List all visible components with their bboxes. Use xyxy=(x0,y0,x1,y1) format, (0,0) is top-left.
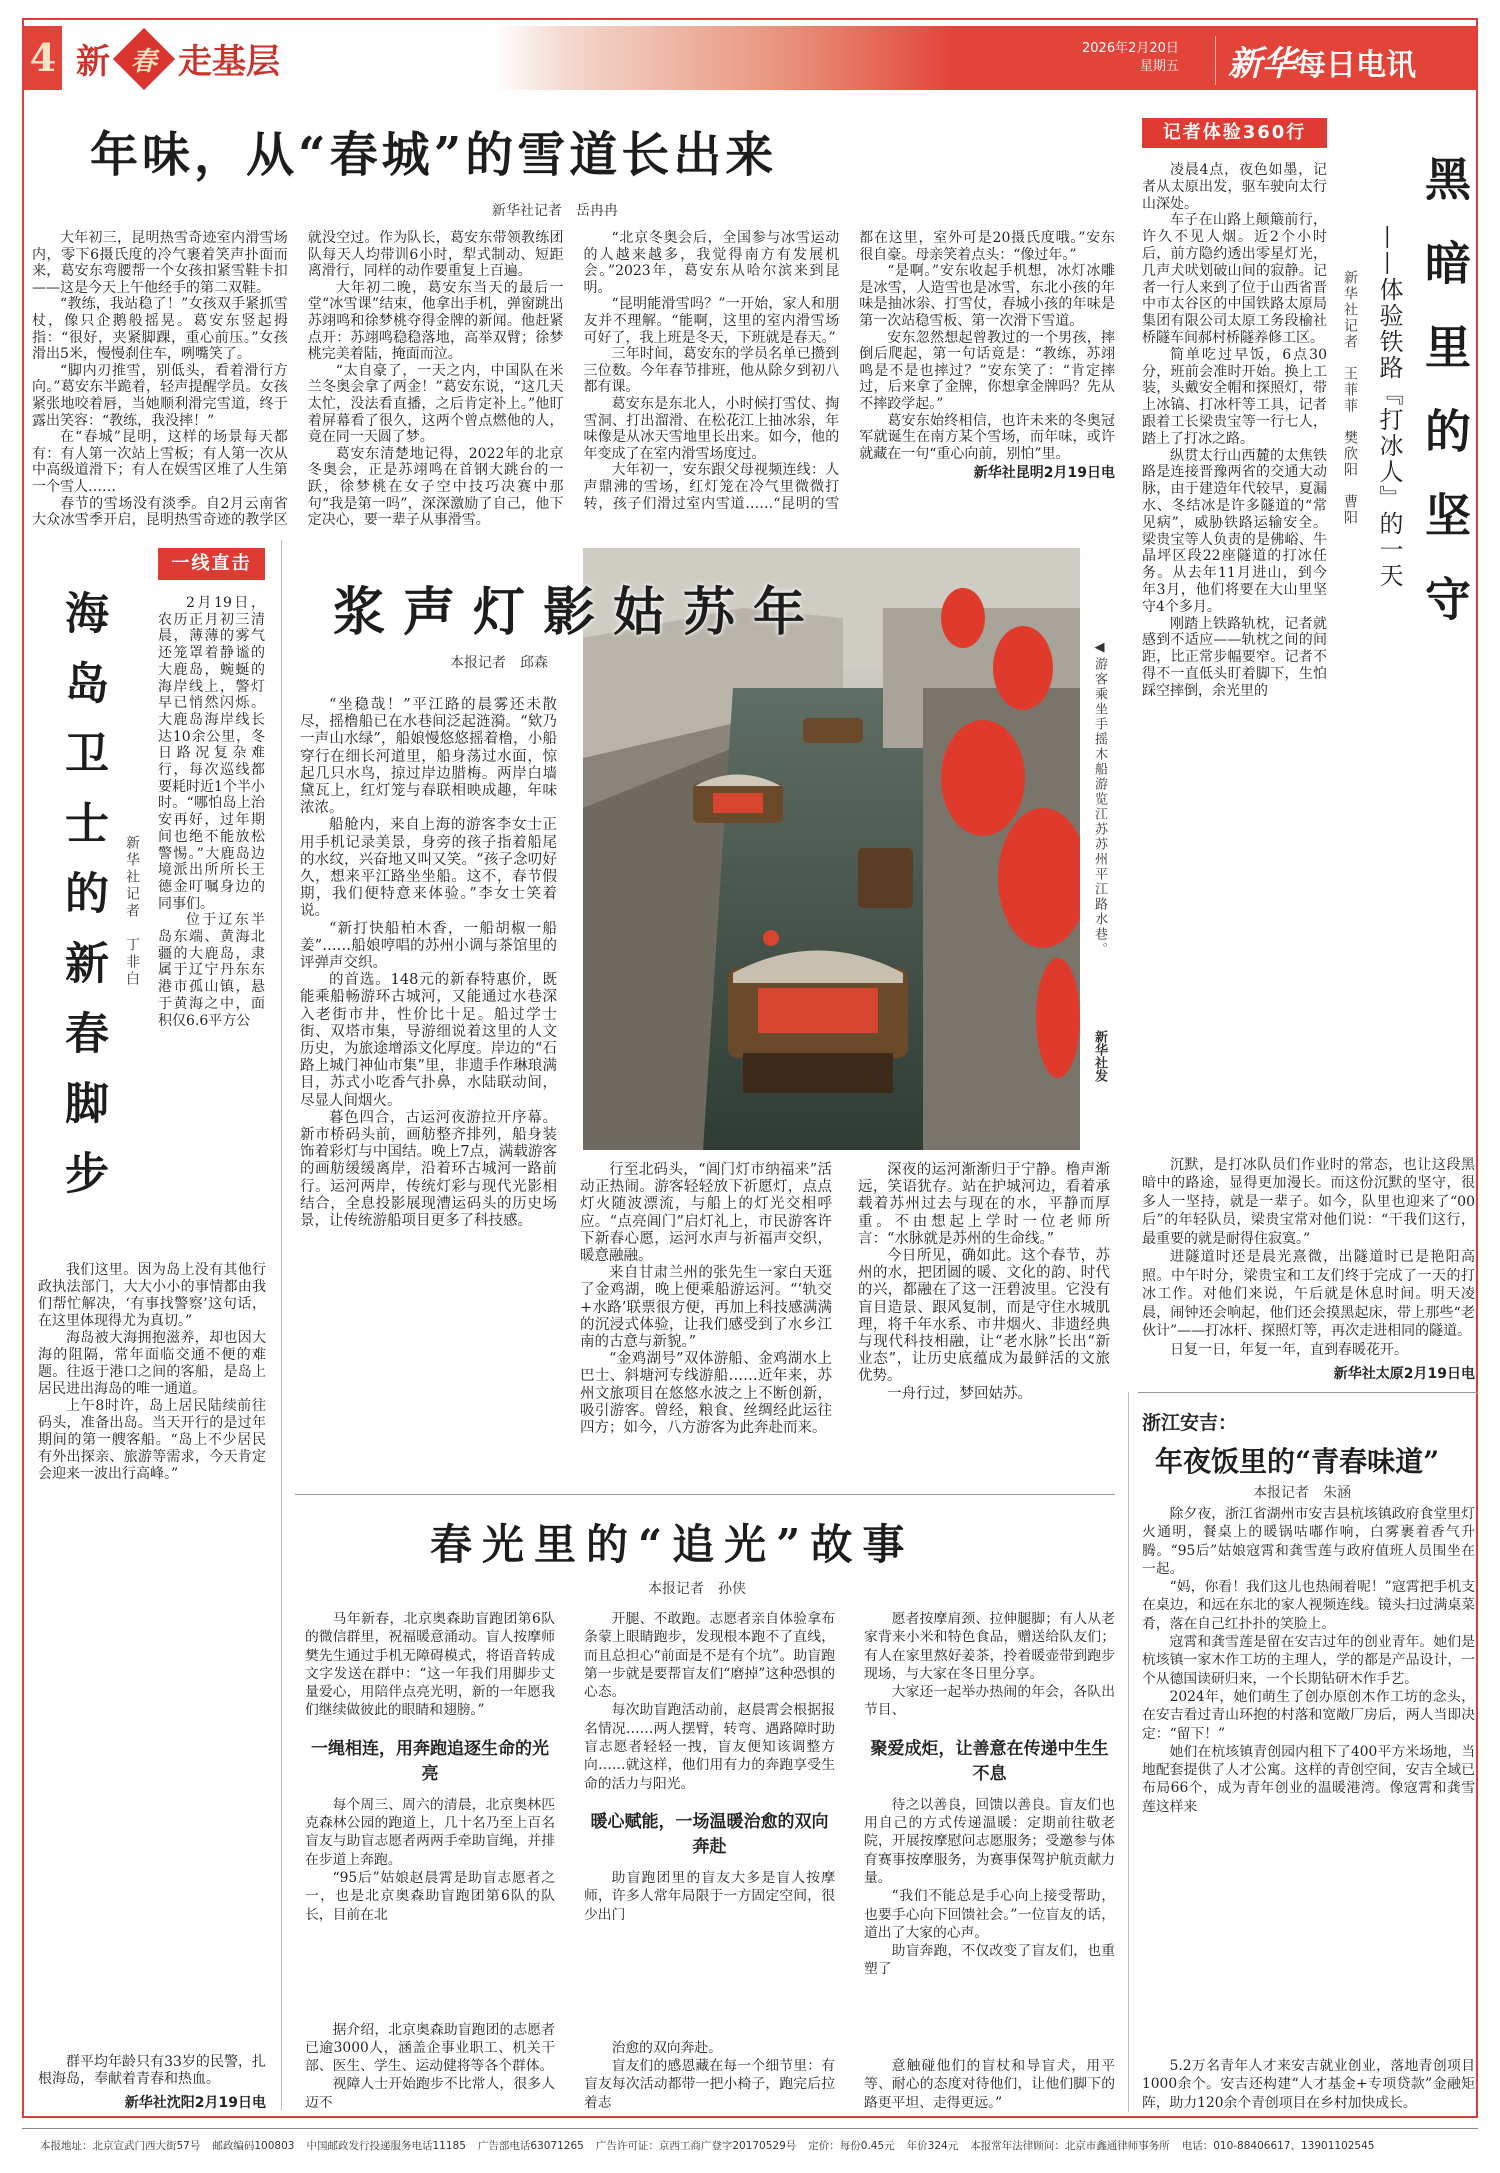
run-col2-paras xyxy=(584,1610,835,1793)
paragraph: 暮色四合，古运河夜游拉开序幕。新市桥码头前，画舫整齐排列，船身装饰着彩灯与中国结。晚上7点，满载游客的画舫缓缓离岸，沿着环古城河一路前行。运河两岸，传统灯彩与现代光影相结合，全息投影展现漕运码头的历史场景，让传统游船项目更多了科技感。 xyxy=(300,1109,557,1230)
section-word-2: 春 xyxy=(130,45,158,76)
byline-island: 新华社记者 丁非白 xyxy=(124,835,140,988)
paragraph: 开腿、不敢跑。志愿者亲自体验拿布条蒙上眼睛跑步，发现根本跑不了直线，而且总担心“前面是不是有个坑”。助盲跑第一步就是要帮盲友们“磨掉”这种恐惧的心态。 xyxy=(584,1611,835,1701)
footer-item: 本报地址：北京宣武门西大街57号 xyxy=(40,2140,201,2152)
byline-run: 本报记者 孙侠 xyxy=(648,1581,746,1597)
footer-item: 定价：每份0.45元 xyxy=(808,2140,895,2152)
photo-credit: 新华社发 xyxy=(1092,1030,1107,1082)
newspaper-logo xyxy=(1215,36,1416,85)
page-number: 4 xyxy=(24,26,62,90)
paragraph: 愿者按摩肩颈、拉伸腿脚；有人从老家背来小米和特色食品，赠送给队友们；有人在家里熬好姜茶，拎着暖壶带到跑步现场，与大家在冬日里分享。 xyxy=(864,1611,1115,1682)
headline-rail: 黑暗里的坚守 xyxy=(1418,155,1472,659)
paragraph: 沉默，是打冰队员们作业时的常态，也让这段黑暗中的路途，显得更加漫长。而这份沉默的坚守，很多人一坚持，就是一辈子。如今，队里也迎来了“00后”的年轻队员，梁贵宝常对他们说：“干我们这行，最重要的就是耐得住寂寞。” xyxy=(1142,1156,1475,1247)
paragraph: “我们不能总是手心向上接受帮助，也要手心向下回馈社会。”一位盲友的话，道出了大家的心声。 xyxy=(864,1888,1115,1941)
paragraph: 5.2万名青年人才来安吉就业创业，落地青创项目1000余个。安吉还构建“人才基金+专项贷款”金融矩阵，助力120余个青创项目在乡村加快成长。 xyxy=(1142,2058,1475,2111)
rail-end-paragraphs xyxy=(1142,1156,1475,1360)
dateline-snow: 新华社昆明2月19日电 xyxy=(973,465,1115,482)
subhead-torch: 聚爱成炬，让善意在传递中生生不息 xyxy=(870,1738,1109,1784)
article-run-col2-end xyxy=(584,2039,835,2112)
footer-item: 本报常年法律顾问：北京市鑫通律师事务所 xyxy=(970,2140,1170,2152)
paragraph: 治愈的双向奔赴。 xyxy=(611,2039,722,2056)
paragraph: 葛安东清楚地记得，2022年的北京冬奥会，正是苏翊鸣在首钢大跳台的一跃，徐梦桃在女子空中技巧决赛中那句“我是第一吗”，深深激励了自己，他下定决心，要一辈子从事滑雪。 xyxy=(307,445,564,529)
paragraph: 大家还一起举办热闹的年会，各队出节目、 xyxy=(864,1684,1115,1719)
weekday-text: 星期五 xyxy=(1139,59,1179,74)
article-rail-body-end xyxy=(1142,1156,1475,1384)
paragraph: 据介绍，北京奥森助盲跑团的志愿者已逾3000人，涵盖企事业职工、机关干部、医生、学生、运动健将等各个群体。 xyxy=(305,2021,555,2075)
section-word-3: 走基层 xyxy=(178,42,280,82)
paragraph: 视障人士开始跑步不比常人，很多人迈不 xyxy=(305,2076,555,2111)
footer-item: 邮政编码100803 xyxy=(212,2140,295,2152)
paragraph: “金鸡湖号”双体游船、金鸡湖水上巴士、斜塘河专线游船……近年来，苏州文旅项目在悠悠水波之上不断创新，吸引游客。曾经，粮食、丝绸经此运往四方；如今，八方游客为此奔赴而来。 xyxy=(580,1351,832,1437)
paragraph: 待之以善良，回馈以善良。盲友们也用自己的方式传递温暖：定期前往敬老院，开展按摩慰问志愿服务；受邀参与体育赛事按摩服务，为赛事保驾护航贡献力量。 xyxy=(864,1796,1115,1886)
divider xyxy=(1138,1392,1478,1393)
footer-item: 中国邮政发行投递服务电话11185 xyxy=(306,2140,466,2152)
paragraph: 每个周三、周六的清晨，北京奥林匹克森林公园的跑道上，几十名乃至上百名盲友与助盲志愿者两两手牵助盲绳，并排在步道上奔跑。 xyxy=(305,1796,555,1868)
island-end-paragraphs xyxy=(38,2054,266,2088)
column-rule xyxy=(281,540,282,2110)
article-suzhou-body-bottom xyxy=(580,1162,1110,1437)
paragraph: “妈，你看！我们这儿也热闹着呢！”寇霄把手机支在桌边，和远在东北的家人视频连线。镜头扫过满桌菜肴，落在自己红扑扑的笑脸上。 xyxy=(1142,1579,1475,1632)
headline-anji: 年夜饭里的“青春味道” xyxy=(1155,1445,1440,1478)
paragraph: 简单吃过早饭，6点30分，班前会准时开始。换上工装，头戴安全帽和探照灯，带上冰镐、打冰杆等工具，记者跟着工长梁贵宝等一行七人，踏上了打冰之路。 xyxy=(1142,346,1327,447)
paragraph: “坐稳哉！”平江路的晨雾还未散尽，摇橹船已在水巷间泛起涟漪。“欸乃一声山水绿”，船娘慢悠悠摇着橹，小船穿行在细长河道里，船身荡过水面，惊起几只水鸟，掠过岸边腊梅。两岸白墙黛瓦上，红灯笼与春联相映成趣，年味浓浓。 xyxy=(300,697,557,817)
footer-item: 年价324元 xyxy=(906,2140,959,2152)
paragraph: 盲友们的感恩藏在每一个细节里：有盲友每次活动都带一把小椅子，跑完后拉着志 xyxy=(584,2058,835,2111)
paragraph: 船舱内，来自上海的游客李女士正用手机记录美景，身旁的孩子指着船尾的水纹，兴奋地又叫又笑。“孩子念叨好久，想来平江路坐坐船。这不，春节假期，我们便特意来体验。”李女士笑着说。 xyxy=(300,817,557,920)
paragraph: 海岛被大海拥抱滋养，却也因大海的阻隔，常年面临交通不便的难题。往返于港口之间的客船，是岛上居民进出海岛的唯一通道。 xyxy=(38,1330,266,1397)
article-run-col3 xyxy=(864,1610,1115,1979)
byline-anji: 本报记者 朱涵 xyxy=(1253,1485,1351,1501)
byline-suzhou: 本报记者 邱森 xyxy=(450,655,548,671)
footer-item: 广告许可证：京西工商广登字20170529号 xyxy=(595,2140,797,2152)
subhead-warmth: 暖心赋能，一场温暖治愈的双向奔赴 xyxy=(590,1811,829,1857)
paragraph: 2024年，她们萌生了创办原创木作工坊的念头，在安吉看过青山环抱的村落和宽敞厂房后，两人当即决定：“留下！” xyxy=(1142,1688,1475,1742)
logo-script: 新华 xyxy=(1228,44,1296,84)
subhead-rope: 一绳相连，用奔跑追逐生命的光亮 xyxy=(311,1738,549,1784)
paragraph: 日复一日，年复一年，直到春暖花开。 xyxy=(1170,1341,1408,1358)
headline-snow: 年味，从“春城”的雪道长出来 xyxy=(90,127,778,183)
run-col1b-paras xyxy=(305,1796,555,1924)
paragraph: 安东忽然想起曾教过的一个男孩，摔倒后爬起，第一句话竟是：“教练，苏翊鸣是不是也摔过？”安东笑了：“肯定摔过，后来拿了金牌，你想拿金牌吗？先从不摔跤学起。” xyxy=(859,329,1115,412)
byline-snow: 新华社记者 岳冉冉 xyxy=(492,203,618,219)
article-run-col2 xyxy=(584,1610,835,1924)
paragraph: “95后”姑娘赵晨霄是助盲志愿者之一，也是北京奥森助盲跑团第6队的队长，目前在北 xyxy=(305,1869,555,1923)
logo-text: 每日电讯 xyxy=(1296,48,1416,83)
section-word-1: 新 xyxy=(76,42,110,82)
column-rule xyxy=(1128,1392,1129,2112)
paragraph: 进隧道时还是晨光熹微，出隧道时已是艳阳高照。中午时分，梁贵宝和工友们终于完成了一天的打冰工作。对他们来说，午后就是休息时间。明天凌晨，闹钟还会响起，他们还会摸黑起床，带上那些“老伙计”——打冰杆、探照灯等，再次走进相同的隧道。 xyxy=(1142,1249,1475,1339)
dateline-rail: 新华社太原2月19日电 xyxy=(1333,1366,1475,1382)
issue-date xyxy=(1082,40,1179,76)
paragraph: 葛安东是东北人，小时候打雪仗、掏雪洞、打出溜滑、在松花江上抽冰尜，年味像是从冰天雪地里长出来。如今，他的年变成了在室内滑雪场度过。 xyxy=(583,395,840,462)
divider xyxy=(295,1494,1115,1495)
paragraph: 一舟行过，梦回姑苏。 xyxy=(887,1385,1032,1402)
byline-rail: 新华社记者 王菲菲 樊欣阳 曹阳 xyxy=(1342,270,1358,526)
paragraph: “新打快船柏木香，一船胡椒一船姜”……船娘哼唱的苏州小调与茶馆里的评弹声交织。 xyxy=(300,920,557,972)
paragraph: 的首选。148元的新春特惠价，既能乘船畅游环古城河，又能通过水巷深入老街市井，性价比十足。船过学士街、双塔市集，导游细说着这里的人文历史，为旅途增添文化厚度。岸边的“石路上城门神仙市集”里，非遗手作琳琅满目，苏式小吃香气扑鼻，水陆联动间，尽显人间烟火。 xyxy=(300,972,557,1109)
suzhou-left-continued xyxy=(300,972,557,1230)
paragraph: 她们在杭垓镇青创园内租下了400平方米场地，当地配套提供了人才公寓。这样的青创空间，安吉全域已布局66个，成为青年创业的温暖港湾。像寇霄和龚雪莲这样来 xyxy=(1142,1743,1475,1815)
paragraph: 刚踏上铁路轨枕，记者就感到不适应——轨枕之间的间距，比正常步幅要窄。记者不得不一直低头盯着脚下，生怕踩空摔倒，余光里的 xyxy=(1142,615,1327,699)
paragraph: 今日所见，确如此。这个春节，苏州的水，把团圆的暖、文化的韵、时代的兴，都融在了这一汪碧波里。它没有盲目造景、跟风复制，而是守住水城肌理，将千年水系、市井烟火、非遗经典与现代科技相融，让“老水脉”长出“新业态”，让历史底蕴成为最鲜活的文旅优势。 xyxy=(858,1248,1110,1385)
paragraph: “太自豪了，一天之内，中国队在米兰冬奥会拿了两金！”葛安东说，“这几天太忙，没法看直播，之后肯定补上。”他盯着屏幕看了很久，这两个曾点燃他的人，竟在同一天圆了梦。 xyxy=(307,362,564,446)
article-run-col3-end xyxy=(864,2057,1115,2112)
section-label-360: 记者体验360行 xyxy=(1142,118,1327,148)
article-island-body-mid xyxy=(38,1262,266,1483)
article-run-col1-end xyxy=(305,2021,555,2112)
paragraph: “北京冬奥会后，全国参与冰雪运动的人越来越多，我觉得南方有发展机会。”2023年，葛安东从哈尔滨来到昆明。 xyxy=(583,230,840,296)
paragraph: 我们这里。因为岛上没有其他行政执法部门，大大小小的事情都由我们帮忙解决，‘有事找警察’这句话，在这里体现得尤为真切。” xyxy=(38,1262,266,1329)
footer-item: 广告部电话63071265 xyxy=(477,2140,584,2152)
date-text: 2026年2月20日 xyxy=(1082,41,1179,56)
run-col3b-paras xyxy=(864,1796,1115,1979)
article-anji-body xyxy=(1142,1505,1475,1816)
paragraph: 意触碰他们的盲杖和导盲犬，用平等、耐心的态度对待他们，让他们脚下的路更平坦、走得更远。” xyxy=(864,2058,1115,2111)
paragraph: “是啊。”安东收起手机想，冰灯冰雕是冰雪，人造雪也是冰雪，东北小孩的年味是抽冰尜、打雪仗，春城小孩的年味是第一次站稳雪板、第一次滑下雪道。 xyxy=(859,263,1115,329)
paragraph: 寇霄和龚雪莲是留在安吉过年的创业青年。她们是杭垓镇一家木作工坊的主理人，学的都是产品设计，一个从德国读研归来，一个长期钻研木作手艺。 xyxy=(1142,1634,1475,1687)
paragraph: “昆明能滑雪吗？”一开始，家人和朋友并不理解。“能啊，这里的室内滑雪场可好了，我上班是冬天，下班就是春天。” xyxy=(583,296,840,346)
section-label-frontline: 一线直击 xyxy=(158,548,265,580)
headline-run: 春光里的“追光”故事 xyxy=(430,1520,915,1569)
article-run-col1 xyxy=(305,1610,555,1924)
paragraph: 上午8时许，岛上居民陆续前往码头，准备出岛。当天开行的是过年期间的第一艘客船。“岛上不少居民有外出探亲、旅游等需求，今天肯定会迎来一波出行高峰。” xyxy=(38,1398,266,1482)
paragraph: 凌晨4点，夜色如墨，记者从太原出发，驱车驶向太行山深处。 xyxy=(1142,162,1327,212)
paragraph: 纵贯太行山西麓的太焦铁路是连接晋豫两省的交通大动脉，由于建造年代较早，夏漏水、冬结冰是许多隧道的“常见病”，威胁铁路运输安全。梁贵宝等人负责的是佛峪、牛晶坪区段22座隧道的打冰任务。从去年11月进山，到今年3月，他们将要在大山里坚守4个多月。 xyxy=(1142,447,1327,615)
paragraph: 位于辽东半岛东端、黄海北疆的大鹿岛，隶属于辽宁丹东东港市孤山镇，悬于黄海之中，面积仅6.6平方公 xyxy=(158,912,265,1029)
paragraph: “脚内刃推雪，别低头，看着滑行方向。”葛安东半跪着，轻声提醒学员。女孩紧张地咬着唇，当她顺利滑完雪道，终于露出笑容：“教练，我没摔！” xyxy=(32,362,288,429)
headline-island: 海岛卫士的新春脚步 xyxy=(57,590,108,1220)
footer-rule xyxy=(22,2128,1478,2129)
paragraph: 助盲奔跑，不仅改变了盲友们，也重塑了 xyxy=(864,1943,1115,1978)
paragraph: 在“春城”昆明，这样的场景每天都有：有人第一次站上雪板；有人第一次从中高级道滑下；有人在娱雪区堆了人生第一个雪人…… xyxy=(32,429,288,495)
article-anji-end xyxy=(1142,2057,1475,2112)
paragraph: 深夜的运河渐渐归于宁静。橹声渐远，笑语犹存。站在护城河边，看着承载着苏州过去与现在的水，平静而厚重。不由想起上学时一位老师所言：“水脉就是苏州的生命线。” xyxy=(858,1162,1110,1247)
paragraph: 春节的雪场没有淡季。自2月云南省大众冰雪季开启，昆明热雪奇迹的教学区就没空过。作为队长，葛安东带领教练团队每天人均带训6小时，犁式制动、短距离滑行，同样的动作要重复上百遍。 xyxy=(32,230,564,529)
paragraph: 葛安东始终相信，也许未来的冬奥冠军就诞生在南方某个雪场，而年味，或许就藏在一句“重心向前，别怕”里。 xyxy=(859,412,1115,462)
kicker-anji: 浙江安吉： xyxy=(1142,1412,1238,1434)
article-island-body-top xyxy=(158,595,265,1029)
paragraph: 车子在山路上颠簸前行，许久不见人烟。近2个小时后，前方隐约透出零星灯光，几声犬吠划破山间的寂静。记者一行人来到了位于山西省晋中市太谷区的中国铁路太原局集团有限公司太原工务段榆社桥隧车间郝村桥隧养修工区。 xyxy=(1142,212,1327,346)
paragraph: 除夕夜，浙江省湖州市安吉县杭垓镇政府食堂里灯火通明，餐桌上的暖锅咕嘟作响，白雾裹着香气升腾。“95后”姑娘寇霄和龚雪莲与政府值班人员围坐在一起。 xyxy=(1142,1506,1475,1577)
paragraph: 2月19日，农历正月初三清晨，薄薄的雾气还笼罩着静谧的大鹿岛，蜿蜒的海岸线上，警灯早已悄然闪烁。大鹿岛海岸线长达10余公里，冬日路况复杂难行，每次巡线都要耗时近1个半小时。“哪怕岛上治安再好，过年期间也绝不能放松警惕。”大鹿岛边境派出所所长王德金叮嘱身边的同事们。 xyxy=(158,595,265,912)
run-col2b-paras xyxy=(584,1869,835,1924)
suzhou-top-paragraphs xyxy=(300,697,557,972)
paragraph: 每次助盲跑活动前，赵晨霄会根据报名情况……两人摆臂，转弯、遇路障时助盲志愿者轻轻一拽，盲友便知该调整方向……就这样，他们用有力的奔跑享受生命的活力与阳光。 xyxy=(584,1702,835,1792)
section-title xyxy=(76,34,280,83)
photo-caption: ◀游客乘坐手摇木船游览江苏苏州平江路水巷。 xyxy=(1092,640,1107,957)
headline-suzhou: 浆声灯影姑苏年 xyxy=(333,582,824,643)
article-island-body-end xyxy=(38,2054,266,2112)
subtitle-rail: ——体验铁路『打冰人』的一天 xyxy=(1375,225,1403,589)
paragraph: 大年初一，安东跟父母视频连线：人声鼎沸的雪场，红灯笼在冷气里微微打转，孩子们滑过室内雪道……“昆明的雪都在这里，室外可是20摄氏度哦。”安东很自豪。母亲笑着点头：“像过年。” xyxy=(583,230,1115,512)
paragraph: “教练，我站稳了！”女孩双手紧抓雪杖，像只企鹅般摇晃。葛安东竖起拇指：“很好，夹紧脚踝，重心前压。”女孩滑出5米，慢慢刹住车，咧嘴笑了。 xyxy=(32,296,288,363)
paragraph: 行至北码头，“阊门灯市纳福来”活动正热闹。游客轻轻放下祈愿灯，点点灯火随波漂流，与船上的灯光交相呼应。“点亮阊门”启灯礼上，市民游客许下新春心愿，运河水声与祈福声交织，暖意融融。 xyxy=(580,1162,832,1265)
footer-imprint xyxy=(40,2138,1460,2153)
footer-item: 电话：010-88406617、13901102545 xyxy=(1181,2140,1375,2152)
snow-paragraphs xyxy=(32,230,1115,529)
article-snow-body xyxy=(32,230,1115,529)
paragraph: 助盲跑团里的盲友大多是盲人按摩师，许多人常年局限于一方固定空间，很少出门 xyxy=(584,1869,835,1923)
article-rail-body-top xyxy=(1142,162,1327,700)
paragraph: 三年时间，葛安东的学员名单已攒到三位数。今年春节排班，他从除夕到初八都有课。 xyxy=(583,346,840,396)
paragraph: 来自甘肃兰州的张先生一家白天逛了金鸡湖，晚上便乘船游运河。“‘轨交+水路’联票很方便，再加上科技感满满的沉浸式体验，让我们感受到了水乡江南的古意与新貌。” xyxy=(580,1265,832,1351)
paragraph: 大年初三，昆明热雪奇迹室内滑雪场内，零下6摄氏度的冷气裹着笑声扑面而来，葛安东弯腰帮一个女孩扣紧雪鞋卡扣——这是今天上午他经手的第二双鞋。 xyxy=(32,230,288,296)
run-col3-paras xyxy=(864,1610,1115,1720)
paragraph: 马年新春，北京奥森助盲跑团第6队的微信群里，祝福暖意涌动。盲人按摩师樊先生通过手机无障碍模式，将语音转成文字发送在群中：“这一年我们用脚步丈量爱心，用陪伴点亮光明，新的一年愿我们继续做彼此的眼睛和翅膀。” xyxy=(305,1611,555,1719)
spring-diamond-icon xyxy=(113,27,175,89)
article-suzhou-body-left xyxy=(300,697,557,1230)
paragraph: 大年初二晚，葛安东当天的最后一堂“冰雪课”结束，他拿出手机，弹窗跳出苏翊鸣和徐梦桃夺得金牌的新闻。他赶紧点开：苏翊鸣稳稳落地，高举双臂；徐梦桃完美着陆，掩面而泣。 xyxy=(307,279,564,363)
dateline-island: 新华社沈阳2月19日电 xyxy=(124,2095,266,2111)
paragraph: 群平均年龄只有33岁的民警，扎根海岛，奉献着青春和热血。 xyxy=(38,2054,266,2087)
run-col1-paras xyxy=(305,1610,555,1720)
